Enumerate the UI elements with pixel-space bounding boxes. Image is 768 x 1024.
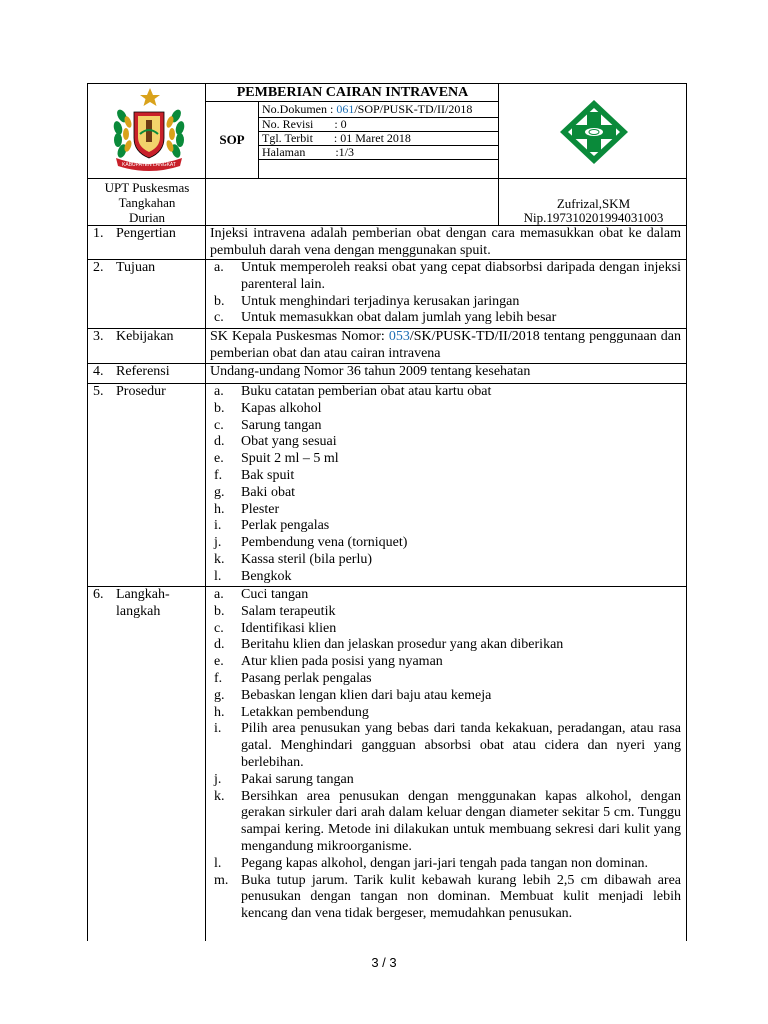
logo-banner-text: KABUPATEN LANGKAT (122, 162, 176, 168)
row-langkah: 6. Langkah- langkah a. Cuci tangan b. Salam terapeutik c. Identifikasi klien d. Beritahu klien dan jelaskan prosedur yang akan diberikan e. Atur klien pada posisi yang nyaman f. Pasang perlak pengalas g. Bebaskan lengan klien dari baju atau kemeja h. Letakkan pembendung i. Pilih area penusukan yang bebas dari tanda kekakuan, peradangan, atau rasa gatal. Menghindari gangguan absorbsi obat atau cidera dan nyeri yang berlebihan. j. Pakai sarung tangan k. Bersihkan area penusukan dengan menggunakan kapas alkohol, dengan gerakan sirkuler dari arah dalam keluar dengan diameter sekitar 5 cm. Tunggu sampai kering. Metode ini dilakukan untuk membuang sekresi dari kulit yang mengandung mikroorganisme. l. Pegang kapas alkohol, dengan jari-jari tengah pada tangan non dominan. m. Buka tutup jarum. Tarik kulit kebawah kurang lebih 2,5 cm dibawah area penusukan dengan tangan non dominan. Membuat kulit menjadi lebih kencang dan vena tidak bergeser, memudahkan penusukan. (88, 586, 686, 941)
no-dokumen: No.Dokumen : 061/SOP/PUSK-TD/II/2018 (262, 102, 473, 116)
list-item: c. Identifikasi klien (214, 620, 337, 636)
list-item: l. Bengkok (214, 568, 292, 584)
row-pengertian: 1. Pengertian Injeksi intravena adalah pemberian obat dengan cara memasukkan obat ke dalam pembuluh darah vena dengan menggunakan spuit. (88, 225, 686, 260)
list-item: h. Letakkan pembendung (214, 704, 369, 720)
list-item: k. Bersihkan area penusukan dengan menggunakan kapas alkohol, dengan gerakan sirkuler dari arah dalam keluar dengan diameter sekitar 5 cm. Tunggu sampai kering. Metode ini dilakukan untuk membuang sekresi dari kulit yang mengandung mikroorganisme. (214, 788, 681, 854)
list-item: m. Buka tutup jarum. Tarik kulit kebawah kurang lebih 2,5 cm dibawah area penusukan dengan tangan non dominan. Membuat kulit menjadi lebih kencang dan vena tidak bergeser, memudahkan penusukan. (214, 872, 681, 922)
list-item: d. Beritahu klien dan jelaskan prosedur yang akan diberikan (214, 637, 564, 653)
label-pengertian: Pengertian (116, 226, 176, 241)
list-item: b. Salam terapeutik (214, 603, 336, 619)
list-prosedur (210, 384, 681, 586)
document-title: PEMBERIAN CAIRAN INTRAVENA (236, 85, 469, 100)
list-item: i. Perlak pengalas (214, 518, 330, 534)
list-item: l. Pegang kapas alkohol, dengan jari-jari tengah pada tangan non dominan. (214, 855, 649, 871)
langkat-regency-logo (106, 86, 190, 172)
sop-label: SOP (219, 132, 245, 147)
list-item: d. Obat yang sesuai (214, 434, 337, 450)
list-tujuan (210, 260, 681, 327)
list-item: c. Sarung tangan (214, 417, 322, 433)
list-langkah (210, 587, 681, 923)
label-tujuan: Tujuan (116, 260, 156, 275)
list-item: b. Kapas alkohol (214, 400, 322, 416)
sop-header (87, 83, 687, 226)
row-tujuan: 2. Tujuan a. Untuk memperoleh reaksi obat yang cepat diabsorbsi daripada dengan injeksi parenteral lain. b. Untuk menghindari terjadinya kerusakan jaringan c. Untuk memasukkan obat dalam jumlah yang lebih besar (88, 259, 686, 329)
content-pengertian: Injeksi intravena adalah pemberian obat dengan cara memasukkan obat ke dalam pembuluh darah vena dengan menggunakan spuit. (210, 226, 681, 258)
tgl-terbit: Tgl. Terbit : 01 Maret 2018 (262, 131, 411, 145)
label-langkah: Langkah- langkah (116, 587, 170, 619)
sop-body-table (87, 225, 687, 941)
no-revisi: No. Revisi : 0 (262, 117, 347, 131)
signer-nip: Nip.197310201994031003 (523, 210, 664, 225)
content-kebijakan: SK Kepala Puskesmas Nomor: 053/SK/PUSK-TD/II/2018 tentang penggunaan dan pemberian obat dan atau cairan intravena (210, 329, 681, 361)
list-item: e. Atur klien pada posisi yang nyaman (214, 654, 443, 670)
list-item: a. Untuk memperoleh reaksi obat yang cepat diabsorbsi daripada dengan injeksi parenteral lain. (214, 260, 681, 292)
list-item: j. Pembendung vena (torniquet) (214, 535, 408, 551)
page-number: 3 / 3 (371, 955, 397, 970)
list-item: j. Pakai sarung tangan (214, 771, 354, 787)
puskesmas-logo (558, 98, 630, 166)
list-item: g. Bebaskan lengan klien dari baju atau kemeja (214, 687, 492, 703)
signature-block (499, 197, 688, 225)
list-item: k. Kassa steril (bila perlu) (214, 551, 373, 567)
list-item: h. Plester (214, 501, 280, 517)
row-prosedur: 5. Prosedur a. Buku catatan pemberian obat atau kartu obat b. Kapas alkohol c. Sarung tangan d. Obat yang sesuai e. Spuit 2 ml – 5 ml f. Bak spuit g. Baki obat h. Plester i. Perlak pengalas j. Pembendung vena (torniquet) k. Kassa steril (bila perlu) l. Bengkok (88, 383, 686, 587)
halaman: Halaman :1/3 (262, 145, 354, 159)
list-item: i. Pilih area penusukan yang bebas dari tanda kekakuan, peradangan, atau rasa gatal. Menghindari gangguan absorbsi obat atau cidera dan nyeri yang berlebihan. (214, 721, 681, 770)
signer-name: Zufrizal,SKM (556, 196, 631, 211)
label-referensi: Referensi (116, 364, 170, 379)
row-referensi: 4. Referensi Undang-undang Nomor 36 tahun 2009 tentang kesehatan (88, 363, 686, 384)
list-item: c. Untuk memasukkan obat dalam jumlah yang lebih besar (214, 310, 557, 326)
label-kebijakan: Kebijakan (116, 329, 174, 344)
row-kebijakan: 3. Kebijakan SK Kepala Puskesmas Nomor: 053/SK/PUSK-TD/II/2018 tentang penggunaan dan pemberian obat dan atau cairan intravena (88, 328, 686, 364)
content-referensi: Undang-undang Nomor 36 tahun 2009 tentang kesehatan (210, 364, 531, 379)
list-item: f. Bak spuit (214, 467, 295, 483)
organization-name: UPT Puskesmas Tangkahan Durian (104, 180, 190, 225)
list-item: f. Pasang perlak pengalas (214, 670, 372, 686)
list-item: g. Baki obat (214, 484, 296, 500)
label-prosedur: Prosedur (116, 384, 166, 399)
list-item: a. Cuci tangan (214, 587, 309, 602)
list-item: b. Untuk menghindari terjadinya kerusakan jaringan (214, 293, 520, 309)
list-item: a. Buku catatan pemberian obat atau kartu obat (214, 384, 492, 399)
list-item: e. Spuit 2 ml – 5 ml (214, 451, 339, 467)
